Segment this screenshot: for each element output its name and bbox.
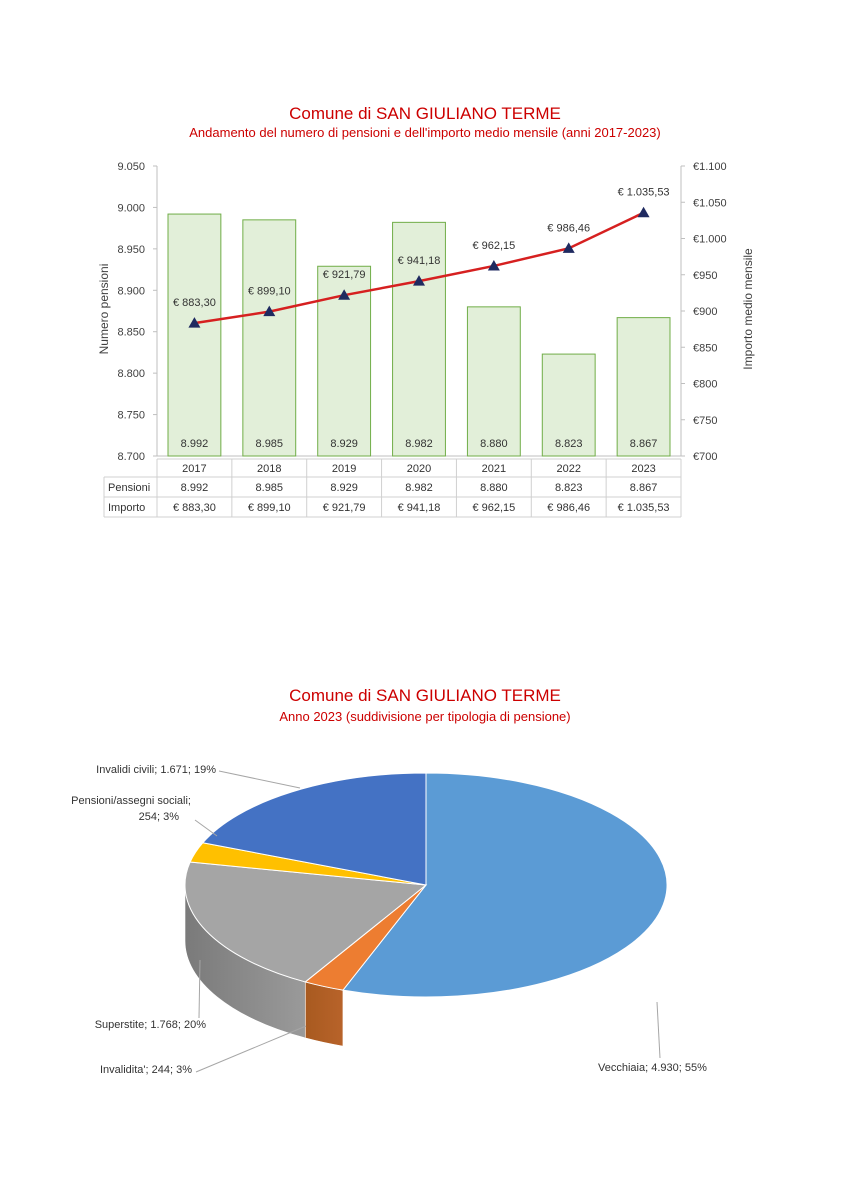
x-tick-label: 2017 <box>182 463 207 475</box>
pie-leader-line <box>219 771 300 788</box>
bar-value-label: 8.929 <box>330 438 358 450</box>
table-cell-pensioni: 8.929 <box>330 482 358 494</box>
x-tick-label: 2022 <box>556 463 581 475</box>
bar <box>617 318 670 456</box>
table-cell-importo: € 941,18 <box>397 502 441 514</box>
y2-tick-label: €700 <box>693 451 718 463</box>
x-tick-label: 2023 <box>631 463 656 475</box>
bar-value-label: 8.823 <box>554 438 583 450</box>
y-axis-left-label: Numero pensioni <box>97 263 111 355</box>
bar-value-label: 8.880 <box>480 438 508 450</box>
chart1-title: Comune di SAN GIULIANO TERME <box>289 104 561 123</box>
x-tick-label: 2018 <box>257 463 282 475</box>
table-row-header-importo: Importo <box>108 502 146 514</box>
line-value-label: € 899,10 <box>247 285 291 298</box>
table-cell-importo: € 883,30 <box>173 502 216 514</box>
bar-value-label: 8.992 <box>180 438 209 450</box>
y2-tick-label: €900 <box>693 306 718 318</box>
pie-label: Vecchiaia; 4.930; 55% <box>598 1062 707 1074</box>
x-tick-label: 2019 <box>331 463 357 475</box>
line-value-label: € 921,79 <box>322 269 366 282</box>
bar <box>168 214 221 456</box>
chart2-subtitle: Anno 2023 (suddivisione per tipologia di pensione) <box>279 709 571 724</box>
y-tick-label: 9.000 <box>117 202 145 215</box>
y-tick-label: 8.800 <box>117 368 145 381</box>
pie-label: Pensioni/assegni sociali; <box>71 795 191 807</box>
y2-tick-label: €850 <box>693 342 718 355</box>
pie-label: Invalidita'; 244; 3% <box>100 1064 192 1076</box>
table-cell-importo: € 986,46 <box>547 502 591 514</box>
pie-leader-line <box>195 820 217 836</box>
pie-label: 254; 3% <box>138 811 179 823</box>
table-cell-pensioni: 8.867 <box>629 482 658 494</box>
pension-type-pie-chart <box>0 640 849 1200</box>
table-cell-importo: € 962,15 <box>472 502 516 514</box>
table-cell-pensioni: 8.880 <box>480 482 508 494</box>
table-cell-importo: € 899,10 <box>247 502 291 514</box>
bar-series <box>168 214 670 456</box>
line-value-label: € 962,15 <box>472 239 516 252</box>
y2-tick-label: €1.100 <box>693 161 727 173</box>
y-tick-label: 8.700 <box>117 451 145 463</box>
data-table <box>104 459 681 517</box>
y-tick-label: 8.950 <box>117 243 145 256</box>
line-value-label: € 941,18 <box>397 255 441 268</box>
pie-leader-line <box>196 1026 306 1072</box>
chart2-title: Comune di SAN GIULIANO TERME <box>289 686 561 705</box>
bar-value-label: 8.867 <box>629 438 658 450</box>
pie-label: Invalidi civili; 1.671; 19% <box>96 764 216 776</box>
y2-tick-label: €950 <box>693 269 718 282</box>
bar <box>243 220 296 456</box>
table-cell-pensioni: 8.982 <box>405 482 433 494</box>
pie-slices <box>185 773 667 997</box>
bar-value-label: 8.985 <box>255 438 284 450</box>
table-cell-importo: € 1.035,53 <box>617 502 670 514</box>
chart1-subtitle: Andamento del numero di pensioni e dell'importo medio mensile (anni 2017-2023) <box>189 125 661 140</box>
line-marker <box>638 207 650 218</box>
table-row-header-pensioni: Pensioni <box>108 482 151 494</box>
pie-label: Superstite; 1.768; 20% <box>94 1019 206 1031</box>
line-value-label: € 883,30 <box>173 297 216 310</box>
pie-side-wall <box>305 982 343 1046</box>
y2-tick-label: €1.050 <box>693 197 727 210</box>
table-cell-pensioni: 8.985 <box>255 482 284 494</box>
y2-tick-label: €1.000 <box>693 233 727 246</box>
y-tick-label: 8.750 <box>117 409 145 422</box>
x-tick-label: 2021 <box>481 463 507 475</box>
pie-leader-line <box>657 1002 660 1058</box>
bar <box>467 307 520 456</box>
table-cell-importo: € 921,79 <box>322 502 366 514</box>
y2-tick-label: €750 <box>693 414 718 427</box>
table-cell-pensioni: 8.992 <box>180 482 209 494</box>
bar-value-label: 8.982 <box>405 438 433 450</box>
y2-tick-label: €800 <box>693 378 718 391</box>
y-tick-label: 8.850 <box>117 326 145 339</box>
line-value-label: € 1.035,53 <box>617 186 670 199</box>
table-cell-pensioni: 8.823 <box>554 482 583 494</box>
y-axis-right-label: Importo medio mensile <box>741 248 755 370</box>
line-value-label: € 986,46 <box>547 222 591 235</box>
y-tick-label: 9.050 <box>117 161 145 173</box>
y-tick-label: 8.900 <box>117 285 145 298</box>
x-tick-label: 2020 <box>406 463 432 475</box>
